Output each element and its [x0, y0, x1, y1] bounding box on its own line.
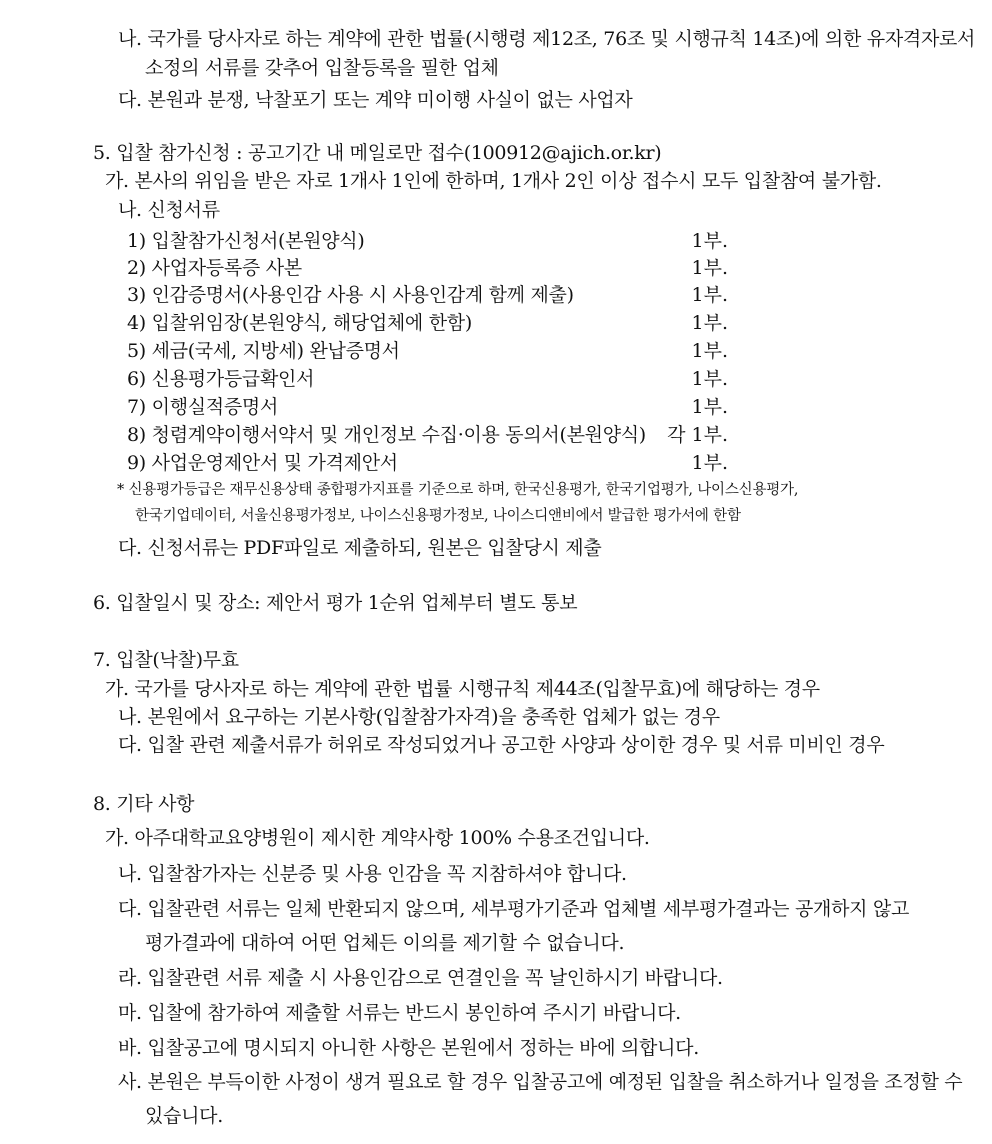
s4-na-line1: 나. 국가를 당사자로 하는 계약에 관한 법률(시행령 제12조, 76조 및 시행규칙 14조)에 의한 유자격자로서 — [118, 28, 976, 50]
doc-qty-5: 1부. — [691, 340, 728, 362]
doc-item-6: 6) 신용평가등급확인서 — [127, 368, 315, 390]
s8-heading: 8. 기타 사항 — [93, 793, 195, 815]
s5-heading: 5. 입찰 참가신청 : 공고기간 내 메일로만 접수(100912@ajich.or.kr) — [93, 142, 662, 164]
doc-item-7: 7) 이행실적증명서 — [127, 396, 279, 418]
s5-note-line1: * 신용평가등급은 재무신용상태 종합평가지표를 기준으로 하며, 한국신용평가, 한국기업평가, 나이스신용평가, — [117, 482, 799, 498]
doc-item-8: 8) 청렴계약이행서약서 및 개인정보 수집·이용 동의서(본원양식) — [127, 424, 646, 446]
doc-qty-6: 1부. — [691, 368, 728, 390]
s5-ga: 가. 본사의 위임을 받은 자로 1개사 1인에 한하며, 1개사 2인 이상 접수시 모두 입찰참여 불가함. — [105, 170, 882, 192]
s8-sa-line2: 있습니다. — [145, 1105, 223, 1127]
doc-qty-1: 1부. — [691, 230, 728, 252]
s7-na: 나. 본원에서 요구하는 기본사항(입찰참가자격)을 충족한 업체가 없는 경우 — [118, 706, 720, 728]
s8-na: 나. 입찰참가자는 신분증 및 사용 인감을 꼭 지참하셔야 합니다. — [118, 863, 627, 885]
doc-item-2: 2) 사업자등록증 사본 — [127, 257, 302, 279]
s8-ga: 가. 아주대학교요양병원이 제시한 계약사항 100% 수용조건입니다. — [105, 827, 650, 849]
s5-note-line2: 한국기업데이터, 서울신용평가정보, 나이스신용평가정보, 나이스디앤비에서 발급한 평가서에 한함 — [135, 508, 741, 524]
s5-na: 나. 신청서류 — [118, 199, 220, 221]
doc-item-4: 4) 입찰위임장(본원양식, 해당업체에 한함) — [127, 312, 472, 334]
s8-ra: 라. 입찰관련 서류 제출 시 사용인감으로 연결인을 꼭 날인하시기 바랍니다. — [118, 967, 723, 989]
s8-ba: 바. 입찰공고에 명시되지 아니한 사항은 본원에서 정하는 바에 의합니다. — [118, 1037, 699, 1059]
s8-sa-line1: 사. 본원은 부득이한 사정이 생겨 필요로 할 경우 입찰공고에 예정된 입찰을 취소하거나 일정을 조정할 수 — [118, 1071, 963, 1093]
s7-heading: 7. 입찰(낙찰)무효 — [93, 649, 239, 671]
s7-da: 다. 입찰 관련 제출서류가 허위로 작성되었거나 공고한 사양과 상이한 경우 및 서류 미비인 경우 — [118, 734, 885, 756]
s8-da-line1: 다. 입찰관련 서류는 일체 반환되지 않으며, 세부평가기준과 업체별 세부평가결과는 공개하지 않고 — [118, 898, 910, 920]
s8-da-line2: 평가결과에 대하여 어떤 업체든 이의를 제기할 수 없습니다. — [145, 932, 625, 954]
s7-ga: 가. 국가를 당사자로 하는 계약에 관한 법률 시행규칙 제44조(입찰무효)에 해당하는 경우 — [105, 678, 820, 700]
s5-da: 다. 신청서류는 PDF파일로 제출하되, 원본은 입찰당시 제출 — [118, 537, 602, 559]
s4-na-line2: 소정의 서류를 갖추어 입찰등록을 필한 업체 — [145, 57, 499, 79]
doc-qty-9: 1부. — [691, 452, 728, 474]
doc-qty-4: 1부. — [691, 312, 728, 334]
doc-qty-2: 1부. — [691, 257, 728, 279]
doc-item-3: 3) 인감증명서(사용인감 사용 시 사용인감계 함께 제출) — [127, 284, 574, 306]
doc-qty-7: 1부. — [691, 396, 728, 418]
doc-qty-3: 1부. — [691, 284, 728, 306]
doc-item-5: 5) 세금(국세, 지방세) 완납증명서 — [127, 340, 400, 362]
s8-ma: 마. 입찰에 참가하여 제출할 서류는 반드시 봉인하여 주시기 바랍니다. — [118, 1002, 681, 1024]
s4-da: 다. 본원과 분쟁, 낙찰포기 또는 계약 미이행 사실이 없는 사업자 — [118, 89, 633, 111]
doc-item-9: 9) 사업운영제안서 및 가격제안서 — [127, 452, 398, 474]
s6-heading: 6. 입찰일시 및 장소: 제안서 평가 1순위 업체부터 별도 통보 — [93, 592, 578, 614]
doc-qty-8: 각 1부. — [667, 424, 728, 446]
doc-item-1: 1) 입찰참가신청서(본원양식) — [127, 230, 365, 252]
